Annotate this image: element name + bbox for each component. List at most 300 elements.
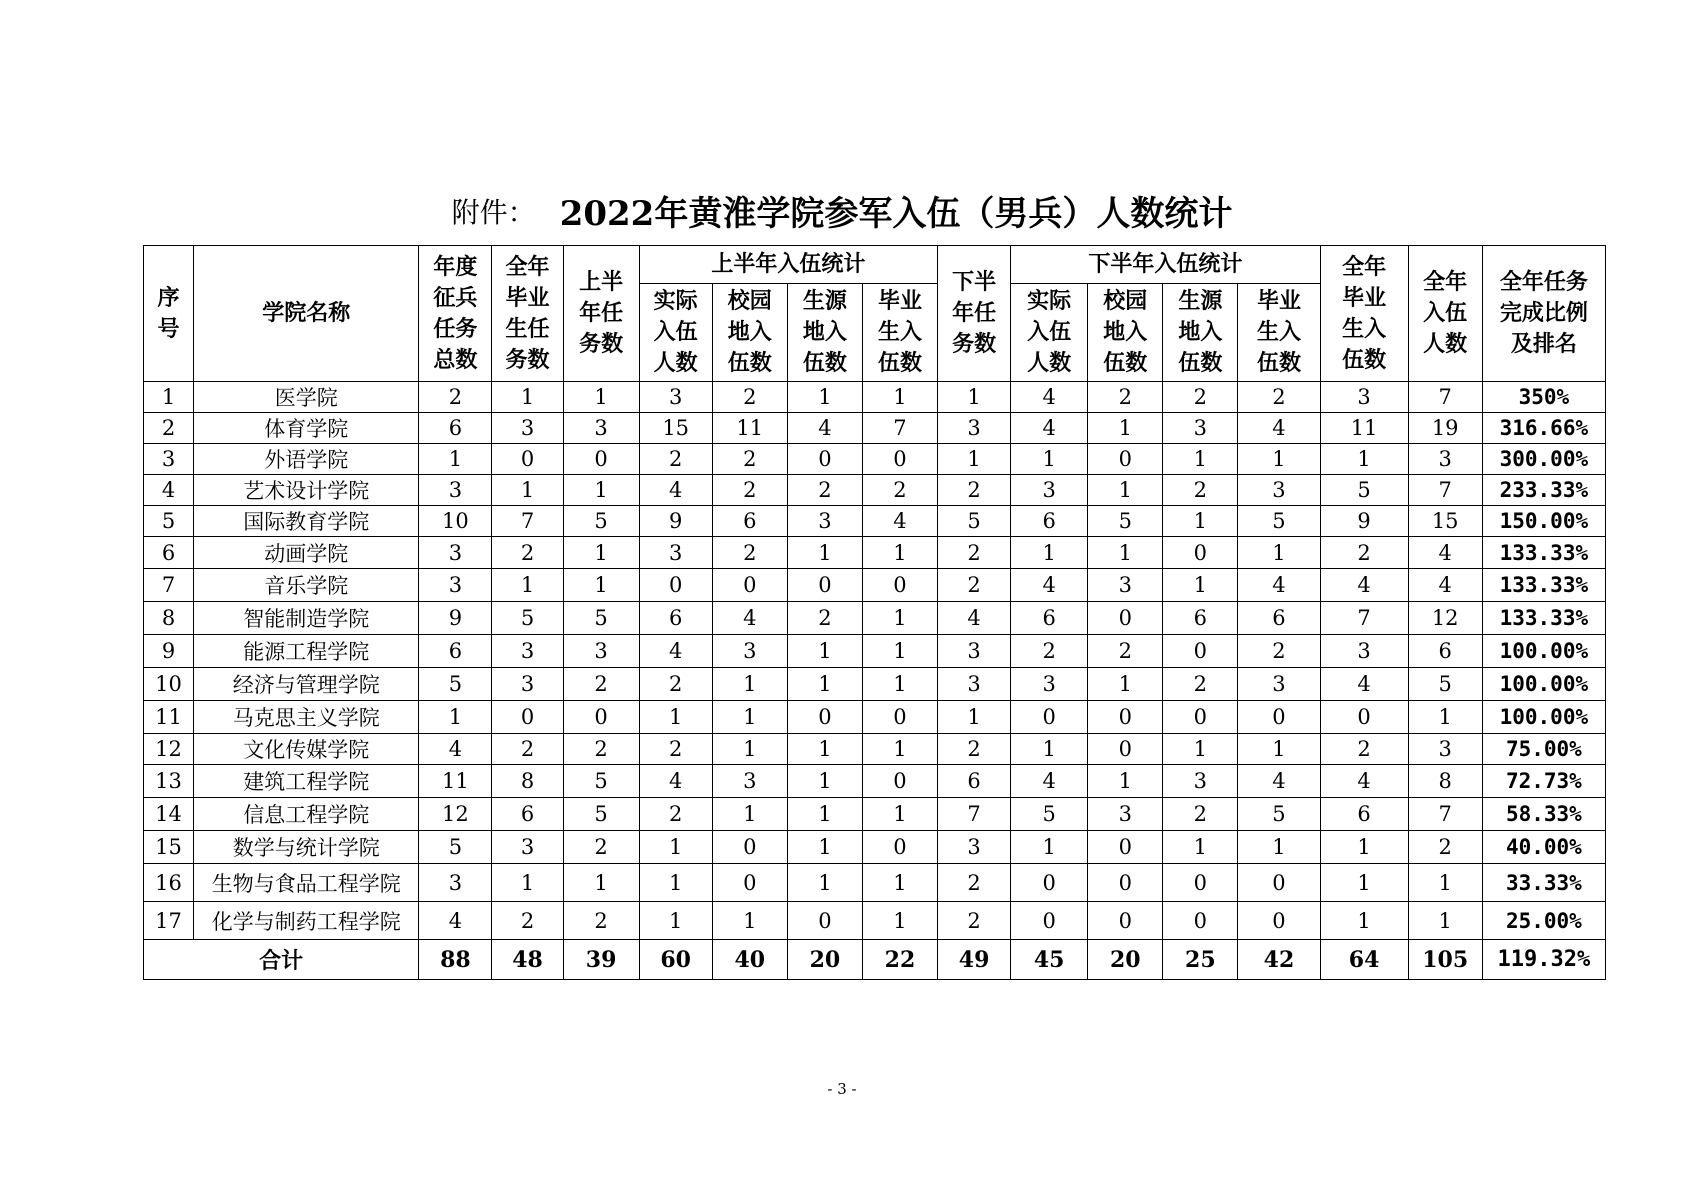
header-year-grad-label: 全年毕业生入伍数	[1342, 254, 1387, 373]
cell-rate: 25.00%	[1482, 902, 1605, 940]
cell-h1-grad: 1	[862, 902, 937, 940]
cell-h2-task: 3	[938, 413, 1011, 444]
cell-h1-actual: 4	[639, 765, 712, 798]
cell-h2-campus: 0	[1088, 831, 1163, 864]
cell-name: 能源工程学院	[194, 635, 419, 668]
header-grad-task	[492, 246, 563, 382]
cell-year-grad: 4	[1320, 765, 1408, 798]
cell-h2-origin: 0	[1163, 537, 1238, 569]
cell-h2-grad: 1	[1238, 444, 1320, 475]
cell-year-total: 8	[1408, 765, 1482, 798]
cell-grad-task: 3	[492, 635, 563, 668]
cell-h2-task: 3	[938, 635, 1011, 668]
cell-h1-actual: 0	[639, 569, 712, 602]
cell-annual: 3	[419, 475, 492, 506]
cell-seq: 6	[144, 537, 194, 569]
total-h1-campus: 40	[712, 940, 787, 980]
cell-h2-origin: 0	[1163, 701, 1238, 734]
cell-h1-actual: 3	[639, 537, 712, 569]
cell-h2-task: 2	[938, 475, 1011, 506]
cell-year-total: 7	[1408, 475, 1482, 506]
cell-h2-grad: 0	[1238, 701, 1320, 734]
header-h1-origin	[787, 284, 862, 382]
cell-grad-task: 3	[492, 413, 563, 444]
cell-h2-origin: 1	[1163, 506, 1238, 537]
header-h1-grad	[862, 284, 937, 382]
cell-h2-task: 2	[938, 537, 1011, 569]
cell-rate: 40.00%	[1482, 831, 1605, 864]
cell-h2-task: 1	[938, 382, 1011, 413]
header-annual-task-label: 年度征兵任务总数	[433, 254, 478, 373]
cell-seq: 5	[144, 506, 194, 537]
cell-h1-actual: 15	[639, 413, 712, 444]
cell-h2-origin: 1	[1163, 569, 1238, 602]
cell-h2-campus: 3	[1088, 569, 1163, 602]
cell-seq: 4	[144, 475, 194, 506]
table-row	[144, 602, 1606, 635]
table-row	[144, 635, 1606, 668]
cell-h1-task: 5	[563, 506, 639, 537]
cell-h2-grad: 1	[1238, 537, 1320, 569]
cell-grad-task: 1	[492, 864, 563, 902]
cell-h2-task: 2	[938, 569, 1011, 602]
header-h2-group: 下半年入伍统计	[1011, 246, 1320, 284]
cell-annual: 3	[419, 864, 492, 902]
cell-h1-grad: 7	[862, 413, 937, 444]
header-rate-label: 全年任务完成比例及排名	[1499, 270, 1588, 357]
cell-year-total: 1	[1408, 701, 1482, 734]
cell-h2-grad: 1	[1238, 734, 1320, 765]
cell-annual: 3	[419, 537, 492, 569]
cell-h2-campus: 1	[1088, 668, 1163, 701]
cell-seq: 2	[144, 413, 194, 444]
cell-seq: 13	[144, 765, 194, 798]
cell-year-grad: 3	[1320, 635, 1408, 668]
cell-grad-task: 2	[492, 902, 563, 940]
cell-year-grad: 1	[1320, 444, 1408, 475]
cell-seq: 17	[144, 902, 194, 940]
cell-h2-origin: 3	[1163, 765, 1238, 798]
cell-h1-actual: 2	[639, 668, 712, 701]
cell-h2-campus: 0	[1088, 602, 1163, 635]
cell-grad-task: 2	[492, 537, 563, 569]
total-year-total: 105	[1408, 940, 1482, 980]
cell-h1-actual: 1	[639, 864, 712, 902]
cell-h2-origin: 0	[1163, 864, 1238, 902]
cell-annual: 2	[419, 382, 492, 413]
cell-h2-origin: 2	[1163, 798, 1238, 831]
cell-h2-origin: 1	[1163, 831, 1238, 864]
total-year-grad: 64	[1320, 940, 1408, 980]
cell-h1-grad: 2	[862, 475, 937, 506]
cell-h2-actual: 1	[1011, 734, 1088, 765]
cell-h1-task: 1	[563, 537, 639, 569]
cell-year-total: 12	[1408, 602, 1482, 635]
cell-h1-task: 5	[563, 602, 639, 635]
cell-h1-origin: 0	[787, 701, 862, 734]
cell-rate: 100.00%	[1482, 668, 1605, 701]
header-seq-label: 序号	[157, 285, 180, 342]
cell-h1-task: 0	[563, 701, 639, 734]
cell-seq: 12	[144, 734, 194, 765]
cell-year-total: 4	[1408, 569, 1482, 602]
cell-year-grad: 2	[1320, 537, 1408, 569]
cell-h1-actual: 2	[639, 734, 712, 765]
cell-h1-grad: 0	[862, 831, 937, 864]
cell-year-total: 7	[1408, 382, 1482, 413]
cell-h2-campus: 1	[1088, 475, 1163, 506]
cell-year-total: 6	[1408, 635, 1482, 668]
cell-h1-campus: 2	[712, 537, 787, 569]
cell-h2-grad: 2	[1238, 635, 1320, 668]
cell-seq: 8	[144, 602, 194, 635]
cell-h1-task: 2	[563, 902, 639, 940]
header-h2-task	[938, 246, 1011, 382]
total-h2-task: 49	[938, 940, 1011, 980]
cell-year-grad: 9	[1320, 506, 1408, 537]
cell-year-total: 19	[1408, 413, 1482, 444]
cell-h2-actual: 1	[1011, 537, 1088, 569]
cell-year-total: 15	[1408, 506, 1482, 537]
cell-h1-origin: 0	[787, 902, 862, 940]
cell-grad-task: 2	[492, 734, 563, 765]
table-row	[144, 798, 1606, 831]
cell-h2-actual: 0	[1011, 701, 1088, 734]
cell-h1-origin: 0	[787, 444, 862, 475]
cell-year-grad: 7	[1320, 602, 1408, 635]
cell-h1-origin: 2	[787, 475, 862, 506]
total-h2-origin: 25	[1163, 940, 1238, 980]
cell-h1-origin: 1	[787, 765, 862, 798]
cell-h2-task: 2	[938, 734, 1011, 765]
cell-seq: 9	[144, 635, 194, 668]
header-h2-grad	[1238, 284, 1320, 382]
cell-rate: 100.00%	[1482, 635, 1605, 668]
cell-h1-grad: 4	[862, 506, 937, 537]
cell-h1-grad: 1	[862, 668, 937, 701]
cell-h1-grad: 1	[862, 382, 937, 413]
header-year-total-label: 全年入伍人数	[1423, 270, 1468, 357]
cell-annual: 4	[419, 902, 492, 940]
cell-h1-campus: 0	[712, 831, 787, 864]
header-h1-grad-label: 毕业生入伍数	[877, 289, 922, 376]
cell-rate: 100.00%	[1482, 701, 1605, 734]
table-row	[144, 444, 1606, 475]
cell-h2-grad: 6	[1238, 602, 1320, 635]
cell-annual: 9	[419, 602, 492, 635]
cell-h1-task: 1	[563, 864, 639, 902]
cell-annual: 4	[419, 734, 492, 765]
cell-name: 智能制造学院	[194, 602, 419, 635]
cell-h1-campus: 3	[712, 635, 787, 668]
cell-year-total: 3	[1408, 444, 1482, 475]
cell-h2-actual: 0	[1011, 902, 1088, 940]
cell-h2-actual: 5	[1011, 798, 1088, 831]
cell-year-total: 7	[1408, 798, 1482, 831]
cell-h2-actual: 1	[1011, 444, 1088, 475]
cell-seq: 10	[144, 668, 194, 701]
cell-h1-grad: 1	[862, 537, 937, 569]
table-row	[144, 734, 1606, 765]
cell-name: 外语学院	[194, 444, 419, 475]
cell-h1-origin: 1	[787, 668, 862, 701]
total-h1-grad: 22	[862, 940, 937, 980]
cell-h1-grad: 1	[862, 798, 937, 831]
cell-h1-grad: 0	[862, 701, 937, 734]
cell-h1-task: 1	[563, 569, 639, 602]
cell-year-grad: 1	[1320, 864, 1408, 902]
cell-h1-actual: 1	[639, 701, 712, 734]
header-seq	[144, 246, 194, 382]
cell-h1-task: 1	[563, 382, 639, 413]
cell-h2-origin: 1	[1163, 734, 1238, 765]
cell-name: 建筑工程学院	[194, 765, 419, 798]
cell-h2-task: 5	[938, 506, 1011, 537]
cell-h2-grad: 5	[1238, 798, 1320, 831]
cell-h2-actual: 4	[1011, 569, 1088, 602]
total-h2-campus: 20	[1088, 940, 1163, 980]
header-h2-task-label: 下半年任务数	[952, 270, 997, 357]
cell-h2-actual: 3	[1011, 475, 1088, 506]
cell-h1-campus: 0	[712, 864, 787, 902]
cell-grad-task: 5	[492, 602, 563, 635]
title-main: 2022年黄淮学院参军入伍（男兵）人数统计	[559, 194, 1233, 234]
cell-h2-campus: 0	[1088, 864, 1163, 902]
cell-h1-grad: 0	[862, 569, 937, 602]
cell-h2-task: 3	[938, 831, 1011, 864]
cell-h2-campus: 0	[1088, 444, 1163, 475]
cell-h2-actual: 2	[1011, 635, 1088, 668]
cell-h1-campus: 6	[712, 506, 787, 537]
cell-rate: 72.73%	[1482, 765, 1605, 798]
cell-h2-campus: 0	[1088, 734, 1163, 765]
cell-h1-actual: 4	[639, 475, 712, 506]
cell-name: 生物与食品工程学院	[194, 864, 419, 902]
cell-year-total: 1	[1408, 902, 1482, 940]
title-prefix: 附件：	[451, 195, 536, 229]
header-year-grad	[1320, 246, 1408, 382]
cell-grad-task: 3	[492, 831, 563, 864]
cell-year-total: 3	[1408, 734, 1482, 765]
cell-annual: 10	[419, 506, 492, 537]
cell-year-total: 2	[1408, 831, 1482, 864]
cell-seq: 15	[144, 831, 194, 864]
cell-name: 文化传媒学院	[194, 734, 419, 765]
cell-name: 音乐学院	[194, 569, 419, 602]
table-row	[144, 902, 1606, 940]
total-h2-grad: 42	[1238, 940, 1320, 980]
header-rate	[1482, 246, 1605, 382]
cell-h1-campus: 1	[712, 701, 787, 734]
header-college: 学院名称	[194, 246, 419, 382]
header-h2-origin-label: 生源地入伍数	[1178, 289, 1223, 376]
header-grad-task-label: 全年毕业生任务数	[505, 254, 550, 373]
cell-name: 国际教育学院	[194, 506, 419, 537]
cell-h2-task: 4	[938, 602, 1011, 635]
cell-name: 体育学院	[194, 413, 419, 444]
cell-year-grad: 4	[1320, 569, 1408, 602]
table-row	[144, 506, 1606, 537]
cell-rate: 58.33%	[1482, 798, 1605, 831]
cell-h1-origin: 3	[787, 506, 862, 537]
cell-rate: 350%	[1482, 382, 1605, 413]
cell-h2-grad: 3	[1238, 475, 1320, 506]
cell-h1-task: 2	[563, 668, 639, 701]
cell-h1-grad: 0	[862, 444, 937, 475]
header-h2-origin	[1163, 284, 1238, 382]
cell-grad-task: 8	[492, 765, 563, 798]
cell-h1-actual: 9	[639, 506, 712, 537]
cell-h2-campus: 0	[1088, 902, 1163, 940]
cell-h1-origin: 0	[787, 569, 862, 602]
cell-annual: 3	[419, 569, 492, 602]
cell-name: 化学与制药工程学院	[194, 902, 419, 940]
cell-rate: 133.33%	[1482, 569, 1605, 602]
cell-h2-grad: 1	[1238, 831, 1320, 864]
cell-h1-task: 0	[563, 444, 639, 475]
cell-name: 马克思主义学院	[194, 701, 419, 734]
table-row	[144, 765, 1606, 798]
cell-h1-actual: 2	[639, 798, 712, 831]
cell-year-grad: 0	[1320, 701, 1408, 734]
cell-year-grad: 1	[1320, 831, 1408, 864]
cell-rate: 300.00%	[1482, 444, 1605, 475]
cell-h2-grad: 4	[1238, 413, 1320, 444]
header-h1-actual	[639, 284, 712, 382]
cell-h1-origin: 1	[787, 382, 862, 413]
cell-name: 艺术设计学院	[194, 475, 419, 506]
cell-h1-actual: 2	[639, 444, 712, 475]
cell-rate: 33.33%	[1482, 864, 1605, 902]
total-row	[144, 940, 1606, 980]
cell-h1-origin: 1	[787, 635, 862, 668]
cell-seq: 3	[144, 444, 194, 475]
table-row	[144, 701, 1606, 734]
total-h2-actual: 45	[1011, 940, 1088, 980]
cell-h1-actual: 1	[639, 831, 712, 864]
cell-seq: 11	[144, 701, 194, 734]
cell-h2-campus: 1	[1088, 413, 1163, 444]
cell-year-grad: 6	[1320, 798, 1408, 831]
cell-annual: 6	[419, 635, 492, 668]
cell-h2-campus: 2	[1088, 382, 1163, 413]
cell-h2-actual: 4	[1011, 765, 1088, 798]
cell-h2-grad: 4	[1238, 765, 1320, 798]
header-h2-actual	[1011, 284, 1088, 382]
cell-h2-task: 2	[938, 864, 1011, 902]
header-h2-campus-label: 校园地入伍数	[1103, 289, 1148, 376]
cell-h2-grad: 3	[1238, 668, 1320, 701]
cell-h1-grad: 1	[862, 635, 937, 668]
cell-year-grad: 2	[1320, 734, 1408, 765]
cell-h1-campus: 0	[712, 569, 787, 602]
cell-h1-origin: 1	[787, 734, 862, 765]
cell-h2-task: 7	[938, 798, 1011, 831]
total-grad-task: 48	[492, 940, 563, 980]
cell-h2-task: 6	[938, 765, 1011, 798]
cell-h1-grad: 1	[862, 864, 937, 902]
cell-seq: 14	[144, 798, 194, 831]
cell-h2-campus: 3	[1088, 798, 1163, 831]
cell-h1-actual: 1	[639, 902, 712, 940]
cell-h2-grad: 0	[1238, 902, 1320, 940]
cell-name: 动画学院	[194, 537, 419, 569]
table-row	[144, 569, 1606, 602]
page-number: - 3 -	[827, 1080, 857, 1098]
total-h1-task: 39	[563, 940, 639, 980]
cell-h1-campus: 1	[712, 668, 787, 701]
cell-h1-campus: 1	[712, 902, 787, 940]
total-h1-origin: 20	[787, 940, 862, 980]
cell-h1-origin: 1	[787, 537, 862, 569]
cell-name: 数学与统计学院	[194, 831, 419, 864]
cell-annual: 6	[419, 413, 492, 444]
table-row	[144, 382, 1606, 413]
cell-grad-task: 0	[492, 444, 563, 475]
cell-h2-origin: 0	[1163, 902, 1238, 940]
cell-grad-task: 6	[492, 798, 563, 831]
cell-h1-campus: 2	[712, 475, 787, 506]
cell-year-total: 4	[1408, 537, 1482, 569]
cell-h1-campus: 3	[712, 765, 787, 798]
cell-h1-actual: 4	[639, 635, 712, 668]
header-year-total	[1408, 246, 1482, 382]
cell-h2-grad: 4	[1238, 569, 1320, 602]
cell-h1-origin: 1	[787, 831, 862, 864]
cell-h2-actual: 4	[1011, 413, 1088, 444]
cell-rate: 233.33%	[1482, 475, 1605, 506]
table-row	[144, 475, 1606, 506]
cell-h1-grad: 1	[862, 734, 937, 765]
cell-grad-task: 7	[492, 506, 563, 537]
cell-year-grad: 5	[1320, 475, 1408, 506]
cell-h2-grad: 2	[1238, 382, 1320, 413]
cell-h2-task: 1	[938, 701, 1011, 734]
cell-annual: 11	[419, 765, 492, 798]
cell-grad-task: 1	[492, 382, 563, 413]
cell-annual: 1	[419, 701, 492, 734]
cell-h1-campus: 2	[712, 382, 787, 413]
cell-grad-task: 0	[492, 701, 563, 734]
header-h1-group: 上半年入伍统计	[639, 246, 937, 284]
cell-h2-actual: 6	[1011, 506, 1088, 537]
header-h1-actual-label: 实际入伍人数	[653, 289, 698, 376]
cell-h2-actual: 6	[1011, 602, 1088, 635]
enlistment-stats-table	[143, 245, 1606, 980]
cell-year-grad: 1	[1320, 902, 1408, 940]
cell-seq: 7	[144, 569, 194, 602]
cell-h2-grad: 5	[1238, 506, 1320, 537]
cell-annual: 12	[419, 798, 492, 831]
document-title	[0, 186, 1684, 235]
cell-h1-task: 5	[563, 798, 639, 831]
total-h1-actual: 60	[639, 940, 712, 980]
cell-h1-campus: 1	[712, 798, 787, 831]
cell-annual: 5	[419, 668, 492, 701]
cell-year-grad: 4	[1320, 668, 1408, 701]
cell-rate: 150.00%	[1482, 506, 1605, 537]
cell-rate: 316.66%	[1482, 413, 1605, 444]
cell-h2-actual: 0	[1011, 864, 1088, 902]
cell-rate: 75.00%	[1482, 734, 1605, 765]
header-h1-campus-label: 校园地入伍数	[727, 289, 772, 376]
table-row	[144, 413, 1606, 444]
cell-h2-task: 3	[938, 668, 1011, 701]
cell-annual: 1	[419, 444, 492, 475]
cell-h2-origin: 6	[1163, 602, 1238, 635]
table-row	[144, 831, 1606, 864]
cell-year-grad: 3	[1320, 382, 1408, 413]
